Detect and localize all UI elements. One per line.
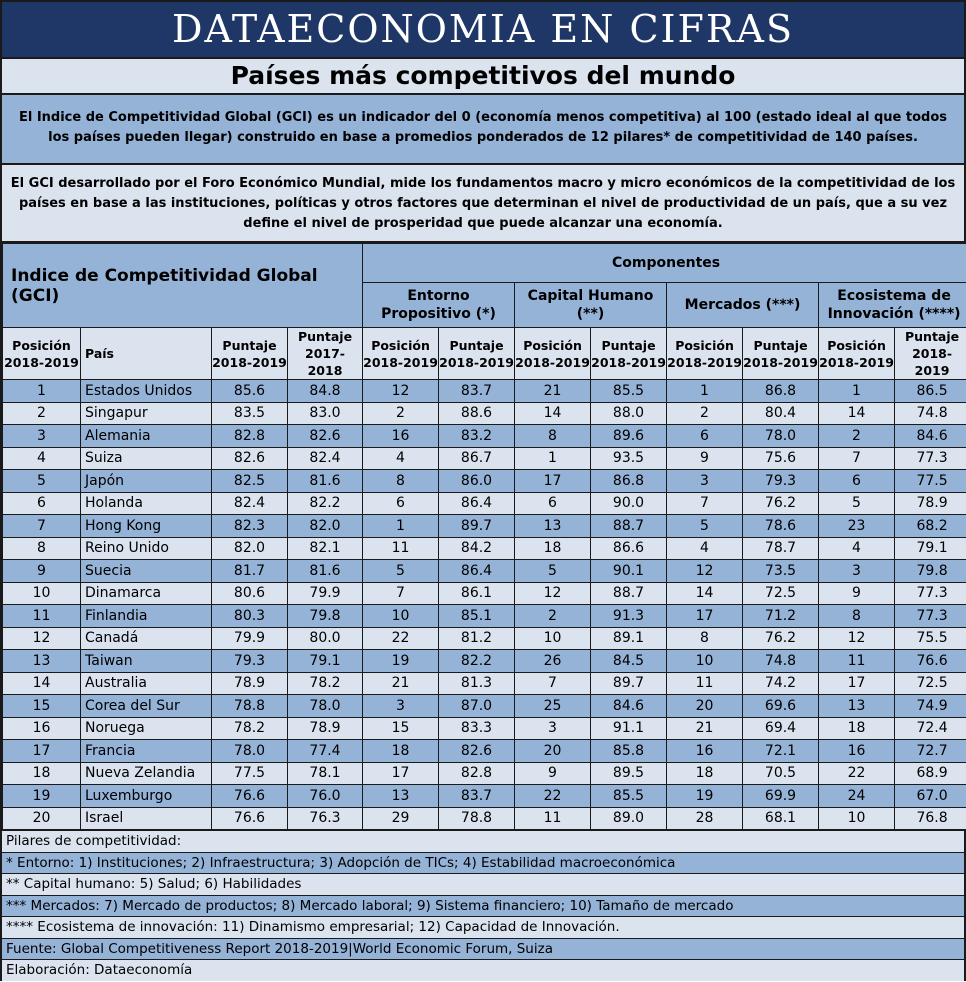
value-cell: 24 <box>819 785 895 808</box>
value-cell: 7 <box>515 672 591 695</box>
col-mercados-posicion: Posición 2018-2019 <box>667 328 743 380</box>
country-cell: Taiwan <box>81 650 212 673</box>
value-cell: 18 <box>515 537 591 560</box>
value-cell: 16 <box>667 740 743 763</box>
value-cell: 83.7 <box>439 785 515 808</box>
page-title: Países más competitivos del mundo <box>2 59 964 95</box>
value-cell: 74.9 <box>895 695 966 718</box>
value-cell: 18 <box>363 740 439 763</box>
value-cell: 23 <box>819 515 895 538</box>
value-cell: 14 <box>819 402 895 425</box>
gci-header: Indice de Competitividad Global (GCI) <box>3 244 363 328</box>
value-cell: 7 <box>363 582 439 605</box>
value-cell: 79.1 <box>288 650 363 673</box>
table-row <box>3 740 966 763</box>
value-cell: 88.6 <box>439 402 515 425</box>
country-cell: Japón <box>81 470 212 493</box>
value-cell: 80.3 <box>212 605 288 628</box>
table-row <box>3 695 966 718</box>
value-cell: 89.7 <box>439 515 515 538</box>
value-cell: 4 <box>363 447 439 470</box>
value-cell: 10 <box>3 582 81 605</box>
value-cell: 69.9 <box>743 785 819 808</box>
value-cell: 70.5 <box>743 762 819 785</box>
col-posicion: Posición 2018-2019 <box>3 328 81 380</box>
value-cell: 84.6 <box>895 425 966 448</box>
value-cell: 91.3 <box>591 605 667 628</box>
value-cell: 78.9 <box>212 672 288 695</box>
value-cell: 78.6 <box>743 515 819 538</box>
value-cell: 79.9 <box>212 627 288 650</box>
notes-section <box>2 830 964 981</box>
value-cell: 1 <box>3 380 81 403</box>
value-cell: 12 <box>3 627 81 650</box>
components-header: Componentes <box>363 244 966 283</box>
value-cell: 21 <box>363 672 439 695</box>
value-cell: 14 <box>3 672 81 695</box>
table-row <box>3 492 966 515</box>
note-line: **** Ecosistema de innovación: 11) Dinamismo empresarial; 12) Capacidad de Innovación. <box>2 916 964 938</box>
value-cell: 77.5 <box>895 470 966 493</box>
value-cell: 22 <box>515 785 591 808</box>
value-cell: 15 <box>3 695 81 718</box>
value-cell: 87.0 <box>439 695 515 718</box>
value-cell: 78.7 <box>743 537 819 560</box>
table-row <box>3 762 966 785</box>
value-cell: 81.3 <box>439 672 515 695</box>
value-cell: 78.8 <box>439 807 515 830</box>
value-cell: 14 <box>667 582 743 605</box>
value-cell: 9 <box>515 762 591 785</box>
value-cell: 2 <box>3 402 81 425</box>
value-cell: 78.0 <box>743 425 819 448</box>
value-cell: 1 <box>515 447 591 470</box>
value-cell: 82.3 <box>212 515 288 538</box>
value-cell: 81.6 <box>288 470 363 493</box>
value-cell: 2 <box>667 402 743 425</box>
table-row <box>3 425 966 448</box>
country-cell: Canadá <box>81 627 212 650</box>
value-cell: 10 <box>363 605 439 628</box>
table-row <box>3 560 966 583</box>
value-cell: 80.4 <box>743 402 819 425</box>
value-cell: 9 <box>3 560 81 583</box>
value-cell: 82.2 <box>439 650 515 673</box>
value-cell: 74.2 <box>743 672 819 695</box>
col-puntaje-2017: Puntaje 2017-2018 <box>288 328 363 380</box>
value-cell: 85.8 <box>591 740 667 763</box>
col-capital-posicion: Posición 2018-2019 <box>515 328 591 380</box>
banner-title: DATAECONOMIA EN CIFRAS <box>2 2 964 59</box>
table-row <box>3 447 966 470</box>
value-cell: 89.1 <box>591 627 667 650</box>
value-cell: 12 <box>667 560 743 583</box>
value-cell: 82.0 <box>288 515 363 538</box>
group-mercados: Mercados (***) <box>667 283 819 328</box>
group-innovacion: Ecosistema de Innovación (****) <box>819 283 966 328</box>
country-cell: Singapur <box>81 402 212 425</box>
value-cell: 72.5 <box>743 582 819 605</box>
value-cell: 82.8 <box>212 425 288 448</box>
value-cell: 9 <box>819 582 895 605</box>
value-cell: 77.4 <box>288 740 363 763</box>
value-cell: 3 <box>3 425 81 448</box>
value-cell: 71.2 <box>743 605 819 628</box>
value-cell: 86.4 <box>439 560 515 583</box>
value-cell: 83.0 <box>288 402 363 425</box>
table-row <box>3 380 966 403</box>
description-wef: El GCI desarrollado por el Foro Económico Mundial, mide los fundamentos macro y micro económicos de la competitividad de los países en base a las instituciones, políticas y otros factores que determinan el nivel de productividad de un país, que a su vez define el nivel de prosperidad que puede alcanzar una economía. <box>2 165 964 243</box>
value-cell: 2 <box>515 605 591 628</box>
value-cell: 68.1 <box>743 807 819 830</box>
value-cell: 22 <box>363 627 439 650</box>
country-cell: Nueva Zelandia <box>81 762 212 785</box>
value-cell: 81.7 <box>212 560 288 583</box>
country-cell: Noruega <box>81 717 212 740</box>
value-cell: 88.0 <box>591 402 667 425</box>
value-cell: 13 <box>515 515 591 538</box>
value-cell: 84.2 <box>439 537 515 560</box>
value-cell: 10 <box>515 627 591 650</box>
value-cell: 79.3 <box>743 470 819 493</box>
value-cell: 72.4 <box>895 717 966 740</box>
value-cell: 86.4 <box>439 492 515 515</box>
value-cell: 78.8 <box>212 695 288 718</box>
value-cell: 85.1 <box>439 605 515 628</box>
competitiveness-table <box>2 243 966 830</box>
table-row <box>3 537 966 560</box>
value-cell: 67.0 <box>895 785 966 808</box>
value-cell: 9 <box>667 447 743 470</box>
value-cell: 6 <box>3 492 81 515</box>
country-cell: Suecia <box>81 560 212 583</box>
col-capital-puntaje: Puntaje 2018-2019 <box>591 328 667 380</box>
value-cell: 84.5 <box>591 650 667 673</box>
value-cell: 14 <box>515 402 591 425</box>
table-row <box>3 785 966 808</box>
value-cell: 85.5 <box>591 785 667 808</box>
value-cell: 81.2 <box>439 627 515 650</box>
value-cell: 8 <box>3 537 81 560</box>
note-line: Elaboración: Dataeconomía <box>2 959 964 981</box>
value-cell: 13 <box>3 650 81 673</box>
value-cell: 29 <box>363 807 439 830</box>
value-cell: 8 <box>515 425 591 448</box>
value-cell: 72.5 <box>895 672 966 695</box>
value-cell: 2 <box>819 425 895 448</box>
country-cell: Hong Kong <box>81 515 212 538</box>
note-line: Fuente: Global Competitiveness Report 2018-2019|World Economic Forum, Suiza <box>2 938 964 960</box>
value-cell: 16 <box>3 717 81 740</box>
value-cell: 8 <box>363 470 439 493</box>
value-cell: 82.8 <box>439 762 515 785</box>
table-row <box>3 650 966 673</box>
value-cell: 5 <box>363 560 439 583</box>
value-cell: 83.3 <box>439 717 515 740</box>
country-cell: Israel <box>81 807 212 830</box>
value-cell: 18 <box>667 762 743 785</box>
value-cell: 75.5 <box>895 627 966 650</box>
value-cell: 86.8 <box>591 470 667 493</box>
value-cell: 78.0 <box>212 740 288 763</box>
note-line: *** Mercados: 7) Mercado de productos; 8) Mercado laboral; 9) Sistema financiero; 10) Tamaño de mercado <box>2 895 964 917</box>
value-cell: 69.6 <box>743 695 819 718</box>
value-cell: 86.7 <box>439 447 515 470</box>
value-cell: 20 <box>667 695 743 718</box>
table-row <box>3 470 966 493</box>
value-cell: 13 <box>819 695 895 718</box>
value-cell: 11 <box>819 650 895 673</box>
value-cell: 83.7 <box>439 380 515 403</box>
value-cell: 82.4 <box>212 492 288 515</box>
value-cell: 68.9 <box>895 762 966 785</box>
value-cell: 82.0 <box>212 537 288 560</box>
table-body <box>3 380 966 830</box>
value-cell: 20 <box>3 807 81 830</box>
value-cell: 10 <box>667 650 743 673</box>
value-cell: 91.1 <box>591 717 667 740</box>
value-cell: 4 <box>667 537 743 560</box>
value-cell: 89.7 <box>591 672 667 695</box>
value-cell: 5 <box>819 492 895 515</box>
table-row <box>3 627 966 650</box>
value-cell: 12 <box>515 582 591 605</box>
note-line: ** Capital humano: 5) Salud; 6) Habilidades <box>2 873 964 895</box>
col-entorno-posicion: Posición 2018-2019 <box>363 328 439 380</box>
value-cell: 85.6 <box>212 380 288 403</box>
value-cell: 17 <box>667 605 743 628</box>
value-cell: 74.8 <box>895 402 966 425</box>
value-cell: 76.8 <box>895 807 966 830</box>
value-cell: 84.6 <box>591 695 667 718</box>
value-cell: 12 <box>363 380 439 403</box>
table-row <box>3 807 966 830</box>
value-cell: 1 <box>819 380 895 403</box>
value-cell: 83.5 <box>212 402 288 425</box>
value-cell: 89.5 <box>591 762 667 785</box>
value-cell: 12 <box>819 627 895 650</box>
value-cell: 85.5 <box>591 380 667 403</box>
value-cell: 8 <box>819 605 895 628</box>
value-cell: 19 <box>667 785 743 808</box>
value-cell: 79.8 <box>288 605 363 628</box>
value-cell: 76.3 <box>288 807 363 830</box>
value-cell: 19 <box>363 650 439 673</box>
value-cell: 77.3 <box>895 582 966 605</box>
value-cell: 6 <box>819 470 895 493</box>
value-cell: 17 <box>363 762 439 785</box>
value-cell: 11 <box>667 672 743 695</box>
value-cell: 17 <box>3 740 81 763</box>
value-cell: 88.7 <box>591 515 667 538</box>
value-cell: 20 <box>515 740 591 763</box>
value-cell: 76.6 <box>212 807 288 830</box>
value-cell: 80.0 <box>288 627 363 650</box>
value-cell: 78.2 <box>288 672 363 695</box>
country-cell: Holanda <box>81 492 212 515</box>
value-cell: 13 <box>363 785 439 808</box>
value-cell: 76.6 <box>212 785 288 808</box>
value-cell: 82.5 <box>212 470 288 493</box>
value-cell: 93.5 <box>591 447 667 470</box>
value-cell: 6 <box>667 425 743 448</box>
value-cell: 77.5 <box>212 762 288 785</box>
col-pais: País <box>81 328 212 380</box>
value-cell: 88.7 <box>591 582 667 605</box>
table-row <box>3 672 966 695</box>
description-gci: El Indice de Competitividad Global (GCI) es un indicador del 0 (economía menos competitiva) al 100 (estado ideal al que todos los países pueden llegar) construido en base a promedios ponderados de 12 pilares* de competitividad de 140 países. <box>2 95 964 165</box>
value-cell: 76.2 <box>743 492 819 515</box>
value-cell: 21 <box>515 380 591 403</box>
value-cell: 3 <box>363 695 439 718</box>
value-cell: 82.6 <box>288 425 363 448</box>
value-cell: 21 <box>667 717 743 740</box>
value-cell: 72.7 <box>895 740 966 763</box>
value-cell: 17 <box>515 470 591 493</box>
value-cell: 7 <box>667 492 743 515</box>
value-cell: 79.1 <box>895 537 966 560</box>
note-line: Pilares de competitividad: <box>2 830 964 852</box>
value-cell: 78.9 <box>288 717 363 740</box>
value-cell: 6 <box>363 492 439 515</box>
value-cell: 15 <box>363 717 439 740</box>
value-cell: 25 <box>515 695 591 718</box>
value-cell: 90.0 <box>591 492 667 515</box>
col-mercados-puntaje: Puntaje 2018-2019 <box>743 328 819 380</box>
value-cell: 74.8 <box>743 650 819 673</box>
value-cell: 8 <box>667 627 743 650</box>
value-cell: 28 <box>667 807 743 830</box>
value-cell: 17 <box>819 672 895 695</box>
value-cell: 86.1 <box>439 582 515 605</box>
value-cell: 76.0 <box>288 785 363 808</box>
value-cell: 73.5 <box>743 560 819 583</box>
value-cell: 5 <box>667 515 743 538</box>
table-row <box>3 717 966 740</box>
value-cell: 82.1 <box>288 537 363 560</box>
value-cell: 77.3 <box>895 605 966 628</box>
value-cell: 76.2 <box>743 627 819 650</box>
value-cell: 19 <box>3 785 81 808</box>
country-cell: Finlandia <box>81 605 212 628</box>
value-cell: 4 <box>3 447 81 470</box>
value-cell: 69.4 <box>743 717 819 740</box>
country-cell: Australia <box>81 672 212 695</box>
value-cell: 76.6 <box>895 650 966 673</box>
country-cell: Dinamarca <box>81 582 212 605</box>
value-cell: 72.1 <box>743 740 819 763</box>
value-cell: 16 <box>819 740 895 763</box>
value-cell: 3 <box>667 470 743 493</box>
value-cell: 89.0 <box>591 807 667 830</box>
value-cell: 75.6 <box>743 447 819 470</box>
value-cell: 1 <box>363 515 439 538</box>
value-cell: 78.9 <box>895 492 966 515</box>
value-cell: 5 <box>515 560 591 583</box>
value-cell: 79.8 <box>895 560 966 583</box>
value-cell: 77.3 <box>895 447 966 470</box>
value-cell: 16 <box>363 425 439 448</box>
value-cell: 90.1 <box>591 560 667 583</box>
country-cell: Estados Unidos <box>81 380 212 403</box>
value-cell: 86.5 <box>895 380 966 403</box>
value-cell: 7 <box>819 447 895 470</box>
group-entorno: Entorno Propositivo (*) <box>363 283 515 328</box>
country-cell: Corea del Sur <box>81 695 212 718</box>
value-cell: 81.6 <box>288 560 363 583</box>
value-cell: 86.8 <box>743 380 819 403</box>
country-cell: Suiza <box>81 447 212 470</box>
value-cell: 2 <box>363 402 439 425</box>
group-capital-humano: Capital Humano (**) <box>515 283 667 328</box>
value-cell: 86.6 <box>591 537 667 560</box>
value-cell: 79.9 <box>288 582 363 605</box>
value-cell: 82.4 <box>288 447 363 470</box>
value-cell: 3 <box>819 560 895 583</box>
value-cell: 79.3 <box>212 650 288 673</box>
value-cell: 10 <box>819 807 895 830</box>
value-cell: 5 <box>3 470 81 493</box>
country-cell: Luxemburgo <box>81 785 212 808</box>
col-entorno-puntaje: Puntaje 2018-2019 <box>439 328 515 380</box>
country-cell: Reino Unido <box>81 537 212 560</box>
value-cell: 11 <box>515 807 591 830</box>
table-row <box>3 582 966 605</box>
value-cell: 18 <box>819 717 895 740</box>
country-cell: Alemania <box>81 425 212 448</box>
value-cell: 82.6 <box>212 447 288 470</box>
value-cell: 80.6 <box>212 582 288 605</box>
value-cell: 83.2 <box>439 425 515 448</box>
value-cell: 84.8 <box>288 380 363 403</box>
col-puntaje-2018: Puntaje 2018-2019 <box>212 328 288 380</box>
value-cell: 7 <box>3 515 81 538</box>
value-cell: 1 <box>667 380 743 403</box>
country-cell: Francia <box>81 740 212 763</box>
table-row <box>3 515 966 538</box>
value-cell: 3 <box>515 717 591 740</box>
value-cell: 18 <box>3 762 81 785</box>
value-cell: 78.2 <box>212 717 288 740</box>
value-cell: 26 <box>515 650 591 673</box>
value-cell: 78.1 <box>288 762 363 785</box>
note-line: * Entorno: 1) Instituciones; 2) Infraestructura; 3) Adopción de TICs; 4) Estabilidad macroeconómica <box>2 852 964 874</box>
value-cell: 6 <box>515 492 591 515</box>
value-cell: 11 <box>3 605 81 628</box>
value-cell: 4 <box>819 537 895 560</box>
value-cell: 11 <box>363 537 439 560</box>
value-cell: 68.2 <box>895 515 966 538</box>
value-cell: 22 <box>819 762 895 785</box>
table-row <box>3 605 966 628</box>
value-cell: 82.6 <box>439 740 515 763</box>
value-cell: 82.2 <box>288 492 363 515</box>
value-cell: 89.6 <box>591 425 667 448</box>
col-innovacion-puntaje: Puntaje 2018-2019 <box>895 328 966 380</box>
col-innovacion-posicion: Posición 2018-2019 <box>819 328 895 380</box>
value-cell: 86.0 <box>439 470 515 493</box>
table-row <box>3 402 966 425</box>
value-cell: 78.0 <box>288 695 363 718</box>
